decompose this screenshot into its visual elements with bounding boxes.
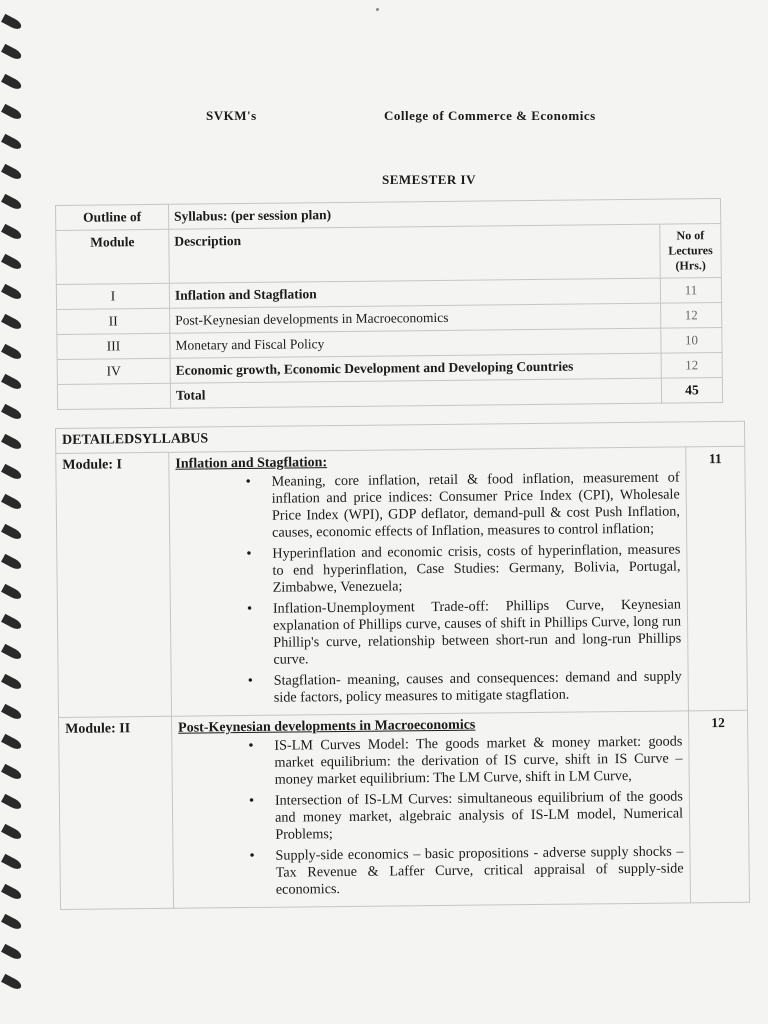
module-title: Post-Keynesian developments in Macroeconomics (178, 717, 476, 736)
list-item: • Supply-side economics – basic propositions - adverse supply shocks – Tax Revenue & Laffer Curve, critical appraisal of supply-side economics. (275, 843, 684, 898)
module-title: Inflation and Stagflation: (175, 455, 328, 472)
spiral-binding (0, 10, 26, 1010)
module-hours: 10 (661, 328, 722, 354)
outline-header-row (56, 224, 722, 285)
module-hours: 11 (686, 446, 748, 711)
college-name: College of Commerce & Economics (384, 108, 596, 123)
lectures-header: No of Lectures (Hrs.) (660, 224, 722, 279)
module-content (172, 711, 691, 908)
module-block (56, 446, 748, 717)
list-item: • Hyperinflation and economic crisis, costs of hyperinflation, measures to end hyperinflation, Case Studies: Germany, Bolivia, Portugal, Zimbabwe, Venezuela; (272, 541, 681, 596)
detailed-syllabus-heading: DETAILEDSYLLABUS (56, 421, 745, 453)
module-hours: 12 (688, 710, 749, 903)
total-value: 45 (661, 378, 722, 404)
outline-col1-title: Outline of (56, 204, 169, 230)
total-label: Total (170, 378, 661, 408)
module-description: Inflation and Stagflation (169, 278, 660, 308)
module-hours: 11 (660, 278, 721, 304)
module-header: Module (56, 229, 170, 284)
module-description: Economic growth, Economic Development and Developing Countries (170, 353, 661, 383)
topic-list (178, 733, 684, 899)
paper-speck (376, 8, 379, 11)
module-number: I (56, 283, 169, 309)
module-number: III (57, 333, 170, 359)
semester-title: SEMESTER IV (382, 172, 476, 187)
list-item: • Meaning, core inflation, retail & food inflation, measurement of inflation and price indices: Consumer Price Index (CPI), Wholesale Price Index (WPI), GDP deflator, demand-pull & cost Push Inflation, causes, economic effects of Inflation, measures to control inflation; (271, 469, 680, 541)
module-hours: 12 (661, 303, 722, 329)
module-description: Monetary and Fiscal Policy (170, 328, 661, 358)
module-block (59, 710, 750, 909)
institution-name: SVKM's (206, 108, 257, 123)
description-header: Description (169, 224, 661, 283)
outline-col2-title: Syllabus: (per session plan) (168, 199, 720, 230)
topic-list (175, 469, 681, 707)
outline-table (55, 198, 723, 410)
list-item: • Intersection of IS-LM Curves: simultaneous equilibrium of the goods and money market, algebraic analysis of IS-LM model, Numerical Problems; (275, 788, 684, 843)
module-hours: 12 (661, 353, 722, 379)
list-item: • Stagflation- meaning, causes and consequences: demand and supply side factors, policy measures to mitigate stagflation. (274, 668, 682, 706)
module-content (169, 447, 689, 716)
list-item: • Inflation-Unemployment Trade-off: Phillips Curve, Keynesian explanation of Phillips curve, causes of shift in Phillips Curve, long run Phillip's curve, relationship between short-run and long-run Phillips curve. (273, 596, 682, 668)
module-label: Module: I (56, 452, 172, 717)
detailed-syllabus-table (55, 421, 750, 910)
module-description: Post-Keynesian developments in Macroeconomics (170, 303, 661, 333)
module-number: II (57, 308, 170, 334)
module-number: IV (57, 358, 170, 384)
list-item: • IS-LM Curves Model: The goods market & money market: goods market equilibrium: the derivation of IS curve, shift in IS Curve – money market equilibrium: The LM Curve, shift in LM Curve, (274, 733, 683, 788)
module-label: Module: II (59, 716, 174, 909)
